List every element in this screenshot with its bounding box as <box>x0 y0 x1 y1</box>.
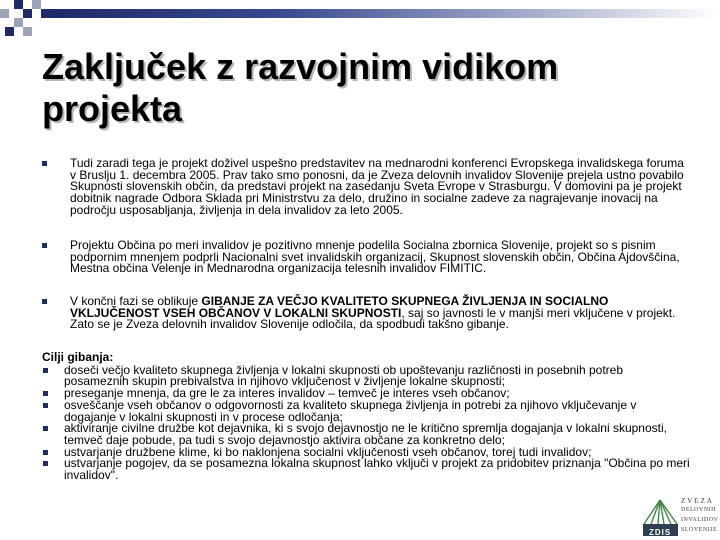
deco-square <box>23 27 32 36</box>
goal-item <box>42 397 690 424</box>
goal-text: osveščanje vseh občanov o odgovornosti za kvaliteto skupnega življenja in potrebi za njihovo vključevanje v dogajanje v lokalni skupnosti in v procese odločanja; <box>64 397 637 424</box>
bullet-icon <box>42 243 47 248</box>
paragraph-text-end: , saj so javnosti le v manjši meri vključene v projekt. Zato se je Zveza delovnih invalidov Slovenije odločila, da spodbudi takšno gibanje. <box>70 305 676 332</box>
logo-text-line: DELOVNIH <box>681 507 716 513</box>
paragraph-support <box>42 240 690 275</box>
bullet-icon <box>43 461 48 466</box>
goal-text: aktiviranje civilne družbe kot dejavnika, ki s svojo dejavnostjo ne le kritično spremlja dogajanja v lokalni skupnosti, temveč daje pobude, pa tudi s svojo dejavnostjo aktivira občane za konkretno delo; <box>64 421 667 447</box>
bullet-icon <box>42 299 47 304</box>
paragraph-presentation <box>42 158 690 217</box>
deco-square <box>14 0 23 9</box>
paragraph-text <box>70 296 690 331</box>
bullet-icon <box>43 403 48 408</box>
bullet-icon <box>43 426 48 431</box>
deco-square <box>14 18 23 27</box>
bullet-icon <box>43 391 48 396</box>
goals-section <box>42 352 690 482</box>
deco-square <box>41 9 50 18</box>
logo-text-line: ZVEZA <box>681 497 714 505</box>
paragraph-text: Tudi zaradi tega je projekt doživel uspešno predstavitev na mednarodni konferenci Evropskega invalidskega foruma v Bruslju 1. decembra 2005. Prav tako smo ponosni, da je Zveza delovnih invalidov Slovenije prejela ustno povabilo Skupnosti slovenskih občin, da predstavi projekt na zasedanju Sveta Evrope v Strasburgu. V domovini pa je projekt dobitnik nagrade Odbora Sklada pri Ministrstvu za delo, družino in socialne zadeve za nagrajevanje inovacij na področju usposabljanja, življenja in dela invalidov za leto 2005. <box>70 156 684 217</box>
goal-text: ustvarjanje družbene klime, ki bo naklonjena socialni vključenosti vseh občanov, torej tudi invalidov; <box>64 444 592 459</box>
deco-square <box>32 0 41 9</box>
logo-text-line: INVALIDOV <box>681 517 719 523</box>
goal-text: ustvarjanje pogojev, da se posamezna lokalna skupnost lahko vključi v projekt za pridobitev priznanja "Občina po meri invalidov". <box>64 456 690 483</box>
slide-title: Zaključek z razvojnim vidikom projekta <box>42 46 559 129</box>
bullet-icon <box>43 368 48 373</box>
goal-item <box>42 423 690 446</box>
deco-gradient-bar <box>50 9 718 18</box>
goals-heading: Cilji gibanja: <box>42 350 114 364</box>
paragraph-movement <box>42 296 690 331</box>
deco-square <box>0 9 9 18</box>
goal-item <box>42 458 690 481</box>
header-decoration <box>0 0 720 36</box>
paragraph-text-start: V končni fazi se oblikuje <box>70 294 202 308</box>
bullet-icon <box>43 450 48 455</box>
goal-text: doseči večjo kvaliteto skupnega življenja v lokalni skupnosti ob upoštevanju različnosti in posebnih potreb posameznih skupin prebivalstva in njihovo vključenost v življenje lokalne skupnosti; <box>64 362 623 389</box>
goal-item <box>42 362 690 389</box>
paragraph-text: Projektu Občina po meri invalidov je pozitivno mnenje podelila Socialna zbornica Slovenije, projekt so s pisnim podpornim mnenjem podprli Nacionalni svet invalidskih organizacij, Skupnost slovenskih občin, Občina Ajdovščina, Mestna občina Velenje in Mednarodna organizacija telesnih invalidov FIMITIC. <box>70 238 680 276</box>
movement-name-highlight: GIBANJE ZA VEČJO KVALITETO SKUPNEGA ŽIVLJENJA IN SOCIALNO VKLJUČENOST VSEH OBČANOV V LOKALNI SKUPNOSTI <box>70 294 609 320</box>
bullet-icon <box>42 161 47 166</box>
goal-text: preseganje mnenja, da gre le za interes invalidov – temveč je interes vseh občanov; <box>64 386 510 401</box>
logo-abbreviation: ZDIS <box>649 528 672 537</box>
deco-square <box>23 9 32 18</box>
zdis-logo <box>641 497 719 537</box>
logo-text-line: SLOVENIJE <box>681 527 718 533</box>
deco-square <box>5 27 14 36</box>
